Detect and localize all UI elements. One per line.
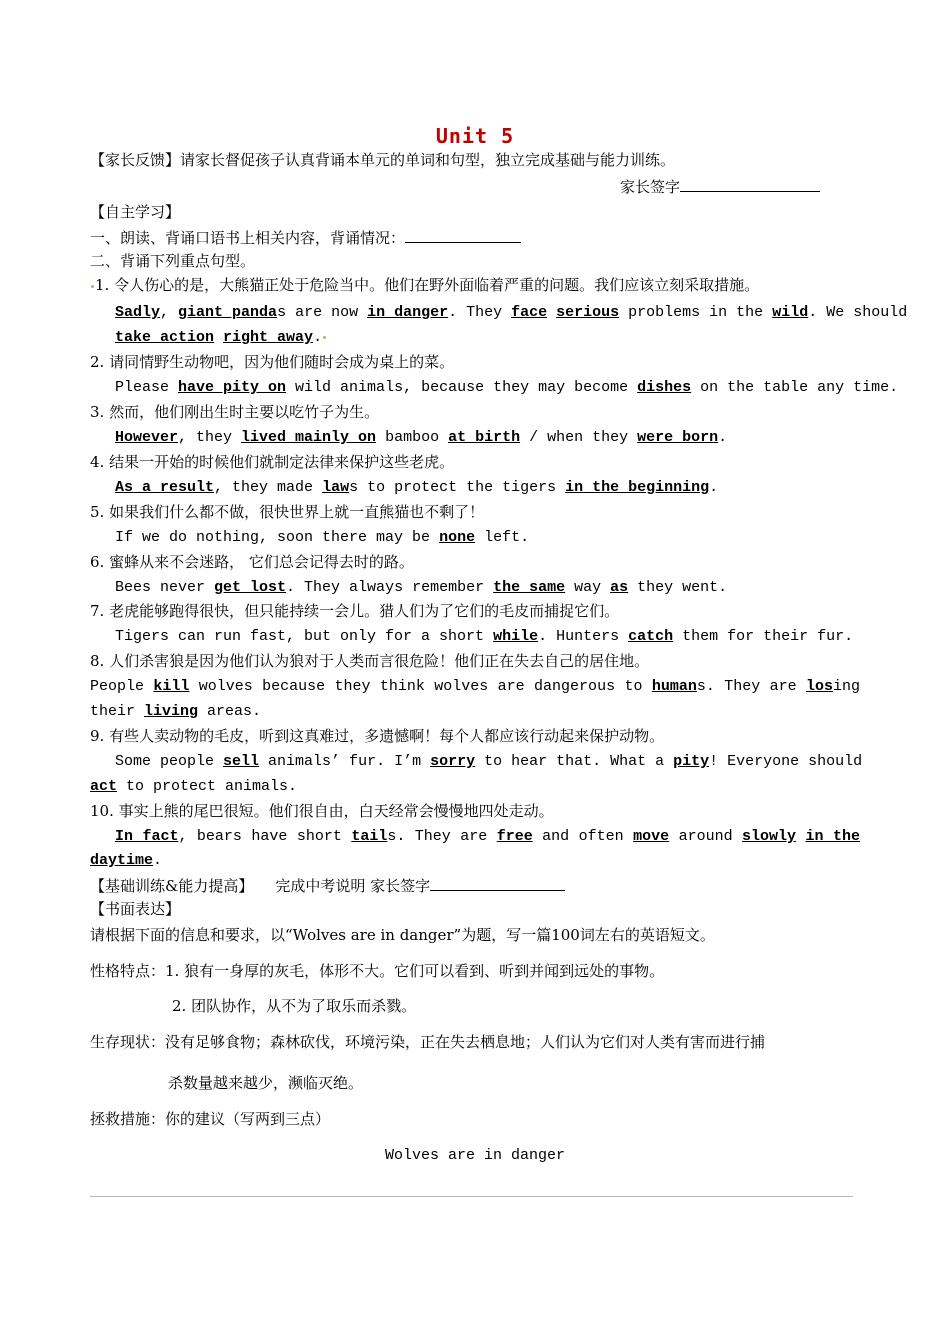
- training-label: 【基础训练&能力提高】: [90, 877, 254, 895]
- self-study-item-2: 二、背诵下列重点句型。: [90, 252, 256, 270]
- parent-signature: [90, 176, 860, 197]
- sentence-6-cn: 6. 蜜蜂从来不会迷路， 它们总会记得去时的路。: [90, 553, 414, 571]
- self-study-heading: 【自主学习】: [90, 203, 181, 221]
- writing-heading: 【书面表达】: [90, 900, 181, 918]
- sentence-1-cn: 1. 令人伤心的是，大熊猫正处于危险当中。他们在野外面临着严重的问题。我们应该立刻采取措施。: [90, 275, 860, 295]
- parent-feedback-text: 请家长督促孩子认真背诵本单元的单词和句型，独立完成基础与能力训练。: [180, 151, 676, 169]
- training-section: [90, 875, 860, 896]
- parent-feedback-label: 【家长反馈】: [90, 151, 181, 169]
- parent-feedback: [90, 150, 860, 170]
- sentence-10-cn: 10. 事实上熊的尾巴很短。他们很自由，白天经常会慢慢地四处走动。: [90, 802, 554, 820]
- sentence-8-en: People kill wolves because they think wolves are dangerous to humans. They are losing: [90, 678, 861, 695]
- trait-2: 2. 团队协作，从不为了取乐而杀戮。: [172, 997, 417, 1015]
- sentence-1-en-cont: take action right away.: [90, 328, 860, 348]
- status-text-1: 没有足够食物；森林砍伐，环境污染，正在失去栖息地；人们认为它们对人类有害而进行捕: [165, 1033, 766, 1051]
- sentence-1-en: Sadly, giant pandas are now in danger. They face serious problems in the wild. We should: [115, 304, 908, 321]
- sentence-4-en: As a result, they made laws to protect the tigers in the beginning.: [115, 479, 719, 496]
- sentence-10-en-cont: daytime.: [90, 852, 163, 869]
- sentence-7-cn: 7. 老虎能够跑得很快，但只能持续一会儿。猎人们为了它们的毛皮而捕捉它们。: [90, 602, 620, 620]
- writing-prompt: 请根据下面的信息和要求，以“Wolves are in danger”为题，写一篇100词左右的英语短文。: [90, 926, 715, 944]
- sentence-4-cn: 4. 结果一开始的时候他们就制定法律来保护这些老虎。: [90, 453, 455, 471]
- mark-dot: [91, 285, 94, 288]
- sentence-8-cn: 8. 人们杀害狼是因为他们认为狼对于人类而言很危险！他们正在失去自己的居住地。: [90, 652, 650, 670]
- parent-signature-blank[interactable]: [680, 176, 820, 192]
- status-text-2: 杀数量越来越少，濒临灭绝。: [168, 1074, 364, 1092]
- status-label: 生存现状：: [90, 1033, 166, 1051]
- sentence-5-cn: 5. 如果我们什么都不做，很快世界上就一直熊猫也不剩了！: [90, 503, 485, 521]
- sentence-10-en: In fact, bears have short tails. They are free and often move around slowly in the: [115, 828, 860, 845]
- training-text: 完成中考说明 家长签字: [275, 877, 431, 895]
- sentence-8-en-cont: their living areas.: [90, 703, 262, 720]
- traits-label: 性格特点：: [90, 962, 166, 980]
- sentence-2-en: Please have pity on wild animals, because they may become dishes on the table any time.: [115, 379, 899, 396]
- trait-1: 1. 狼有一身厚的灰毛，体形不大。它们可以看到、听到并闻到远处的事物。: [165, 962, 665, 980]
- traits-line-1: [90, 961, 860, 981]
- sentence-6-en: Bees never get lost. They always remember the same way as they went.: [115, 579, 728, 596]
- mark-dot: [323, 336, 326, 339]
- self-study-item-1: 一、朗读、背诵口语书上相关内容，背诵情况：: [90, 227, 860, 248]
- recitation-blank[interactable]: [405, 227, 521, 243]
- sentence-5-en: If we do nothing, soon there may be none left.: [115, 529, 530, 546]
- parent-signature-label: 家长签字: [620, 178, 681, 196]
- sentence-9-cn: 9. 有些人卖动物的毛皮，听到这真难过，多遗憾啊！每个人都应该行动起来保护动物。: [90, 727, 665, 745]
- sentence-7-en: Tigers can run fast, but only for a short while. Hunters catch them for their fur.: [115, 628, 854, 645]
- status-line-1: [90, 1032, 860, 1052]
- sentence-9-en: Some people sell animals’ fur. I’m sorry to hear that. What a pity! Everyone should: [115, 753, 863, 770]
- sentence-3-cn: 3. 然而，他们刚出生时主要以吃竹子为生。: [90, 403, 380, 421]
- page-title: Unit 5: [435, 124, 515, 148]
- essay-title: Wolves are in danger: [384, 1147, 566, 1164]
- sentence-3-en: However, they lived mainly on bamboo at birth / when they were born.: [115, 429, 728, 446]
- sentence-9-en-cont: act to protect animals.: [90, 778, 298, 795]
- sentence-2-cn: 2. 请同情野生动物吧，因为他们随时会成为桌上的菜。: [90, 353, 455, 371]
- worksheet-page: [90, 0, 908, 1344]
- training-signature-blank[interactable]: [430, 875, 565, 891]
- writing-line[interactable]: [90, 1196, 853, 1197]
- rescue-measures: 拯救措施：你的建议（写两到三点）: [90, 1110, 331, 1128]
